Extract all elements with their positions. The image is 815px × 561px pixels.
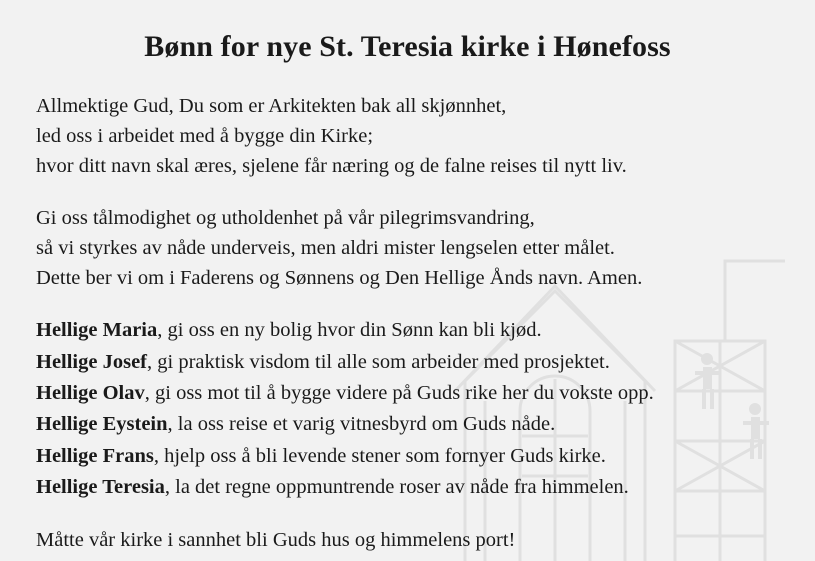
- closing-line: Måtte vår kirke i sannhet bli Guds hus og himmelens port!: [36, 529, 516, 552]
- prayer-line: led oss i arbeidet med å bygge din Kirke;: [36, 124, 374, 147]
- prayer-stanza-2: [36, 203, 779, 293]
- saint-petition: , la oss reise et varig vitnesbyrd om Guds nåde.: [167, 413, 556, 436]
- saint-petition: , gi oss en ny bolig hvor din Sønn kan bli kjød.: [157, 319, 542, 342]
- saint-petition: , gi oss mot til å bygge videre på Guds rike her du vokste opp.: [144, 381, 654, 404]
- invocation-line: [36, 347, 779, 378]
- invocation-line: [36, 409, 779, 440]
- saint-petition: , hjelp oss å bli levende stener som fornyer Guds kirke.: [153, 444, 606, 467]
- saint-petition: , gi praktisk visdom til alle som arbeider med prosjektet.: [147, 350, 610, 373]
- invocation-line: [36, 441, 779, 472]
- saint-name: Hellige Josef: [36, 350, 148, 373]
- prayer-stanza-1: [36, 91, 779, 181]
- saint-name: Hellige Frans: [36, 444, 154, 467]
- prayer-line: så vi styrkes av nåde underveis, men aldri mister lengselen etter målet.: [36, 237, 615, 259]
- invocation-line: [36, 378, 779, 409]
- saint-invocations: [36, 315, 779, 503]
- prayer-line: Gi oss tålmodighet og utholdenhet på vår pilegrimsvandring,: [36, 206, 535, 229]
- prayer-line: hvor ditt navn skal æres, sjelene får næring og de falne reises til nytt liv.: [36, 154, 627, 177]
- closing-paragraph: [36, 525, 779, 555]
- page-title: Bønn for nye St. Teresia kirke i Hønefoss: [144, 30, 671, 63]
- saint-name: Hellige Teresia: [36, 476, 165, 499]
- invocation-line: [36, 315, 779, 346]
- saint-name: Hellige Olav: [36, 381, 145, 404]
- prayer-line: Dette ber vi om i Faderens og Sønnens og Den Hellige Ånds navn. Amen.: [36, 267, 643, 290]
- invocation-line: [36, 472, 779, 503]
- prayer-line: Allmektige Gud, Du som er Arkitekten bak all skjønnhet,: [36, 94, 507, 117]
- saint-petition: , la det regne oppmuntrende roser av nåde fra himmelen.: [164, 476, 629, 499]
- saint-name: Hellige Eystein: [36, 413, 168, 436]
- saint-name: Hellige Maria: [36, 319, 158, 342]
